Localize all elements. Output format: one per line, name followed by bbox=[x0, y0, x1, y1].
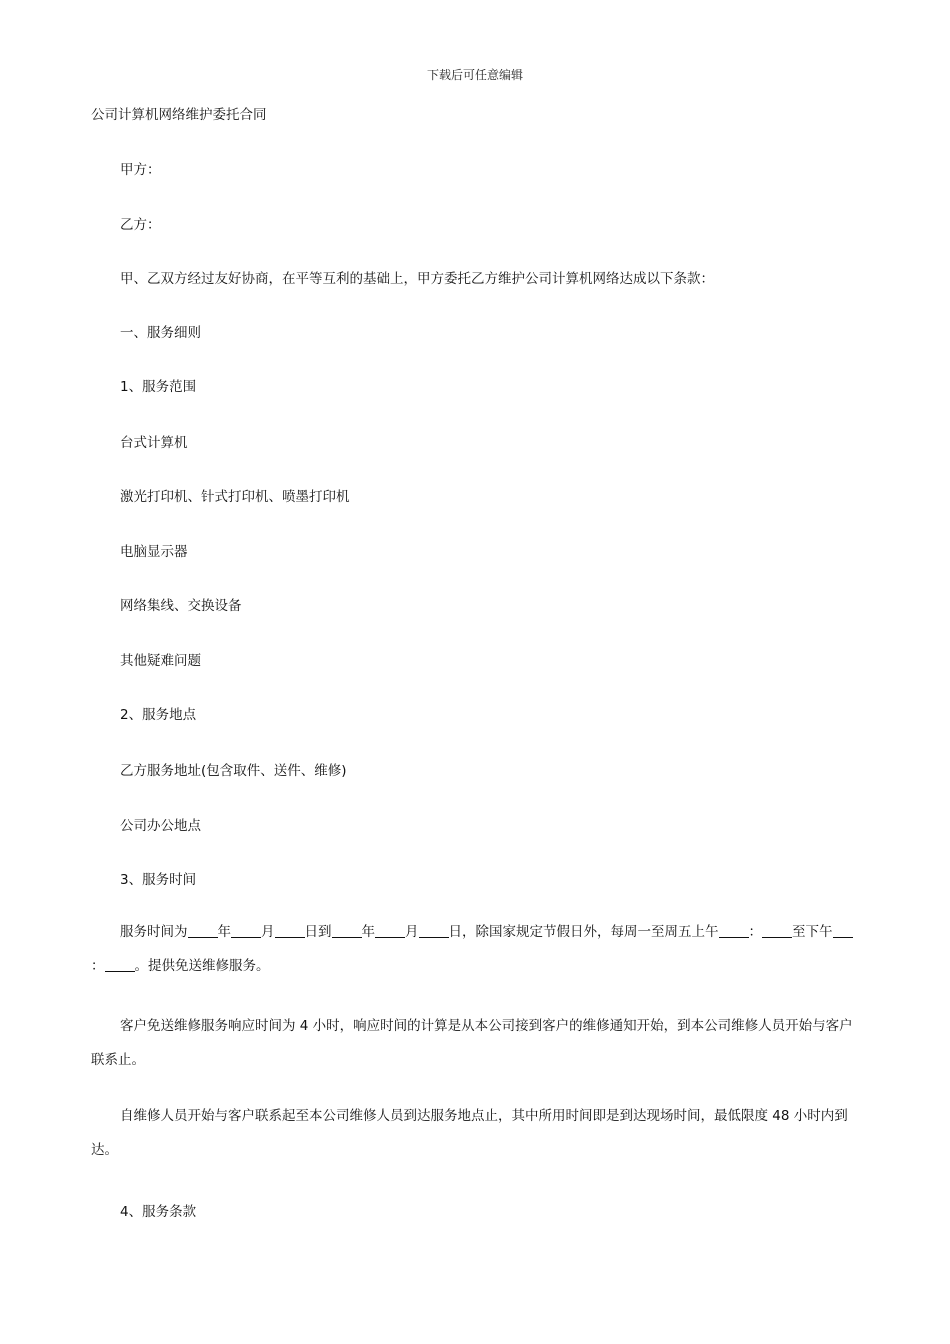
scope-item: 激光打印机、针式打印机、喷墨打印机 bbox=[120, 489, 350, 505]
blank-line bbox=[231, 923, 261, 938]
blank-line bbox=[375, 923, 405, 938]
party-b-label: 乙方： bbox=[120, 217, 161, 233]
time-text: 日，除国家规定节假日外，每周一至周五上午 bbox=[448, 924, 719, 940]
time-text: 服务时间为 bbox=[120, 924, 188, 940]
intro-paragraph: 甲、乙双方经过友好协商，在平等互利的基础上，甲方委托乙方维护公司计算机网络达成以下条款： bbox=[120, 271, 714, 287]
time-text: ： bbox=[91, 958, 105, 974]
section-heading-service-details: 一、服务细则 bbox=[120, 325, 201, 341]
scope-item: 网络集线、交换设备 bbox=[120, 598, 242, 614]
party-a-label: 甲方： bbox=[120, 162, 161, 178]
time-text: ： bbox=[748, 924, 762, 940]
blank-line bbox=[188, 923, 218, 938]
blank-line bbox=[719, 923, 749, 938]
blank-line bbox=[833, 923, 843, 938]
blank-line bbox=[105, 957, 135, 972]
location-item: 乙方服务地址(包含取件、送件、维修) bbox=[120, 763, 347, 779]
blank-line bbox=[419, 923, 449, 938]
time-text: 年 bbox=[361, 924, 375, 940]
time-text: 月 bbox=[261, 924, 275, 940]
arrival-time-paragraph: 自维修人员开始与客户联系起至本公司维修人员到达服务地点止，其中所用时间即是到达现场时间，最低限度 48 小时内到达。 bbox=[91, 1108, 848, 1158]
blank-line bbox=[275, 923, 305, 938]
time-text: 至下午 bbox=[792, 924, 833, 940]
document-title: 公司计算机网络维护委托合同 bbox=[91, 107, 267, 123]
blank-line bbox=[843, 923, 853, 938]
terms-heading: 4、服务条款 bbox=[120, 1204, 197, 1220]
blank-line bbox=[762, 923, 792, 938]
scope-item: 其他疑难问题 bbox=[120, 653, 201, 669]
location-heading: 2、服务地点 bbox=[120, 707, 197, 723]
response-time-paragraph: 客户免送维修服务响应时间为 4 小时，响应时间的计算是从本公司接到客户的维修通知开始，到本公司维修人员开始与客户联系止。 bbox=[91, 1018, 853, 1068]
scope-item: 台式计算机 bbox=[120, 435, 188, 451]
header-note: 下载后可任意编辑 bbox=[426, 68, 523, 82]
time-text: 年 bbox=[217, 924, 231, 940]
time-heading: 3、服务时间 bbox=[120, 872, 197, 888]
time-text: 月 bbox=[405, 924, 419, 940]
time-text: 日到 bbox=[304, 924, 332, 940]
time-text: 。提供免送维修服务。 bbox=[134, 958, 270, 974]
scope-heading: 1、服务范围 bbox=[120, 379, 197, 395]
scope-item: 电脑显示器 bbox=[120, 544, 188, 560]
blank-line bbox=[332, 923, 362, 938]
location-item: 公司办公地点 bbox=[120, 818, 201, 834]
service-time-paragraph bbox=[91, 915, 861, 983]
